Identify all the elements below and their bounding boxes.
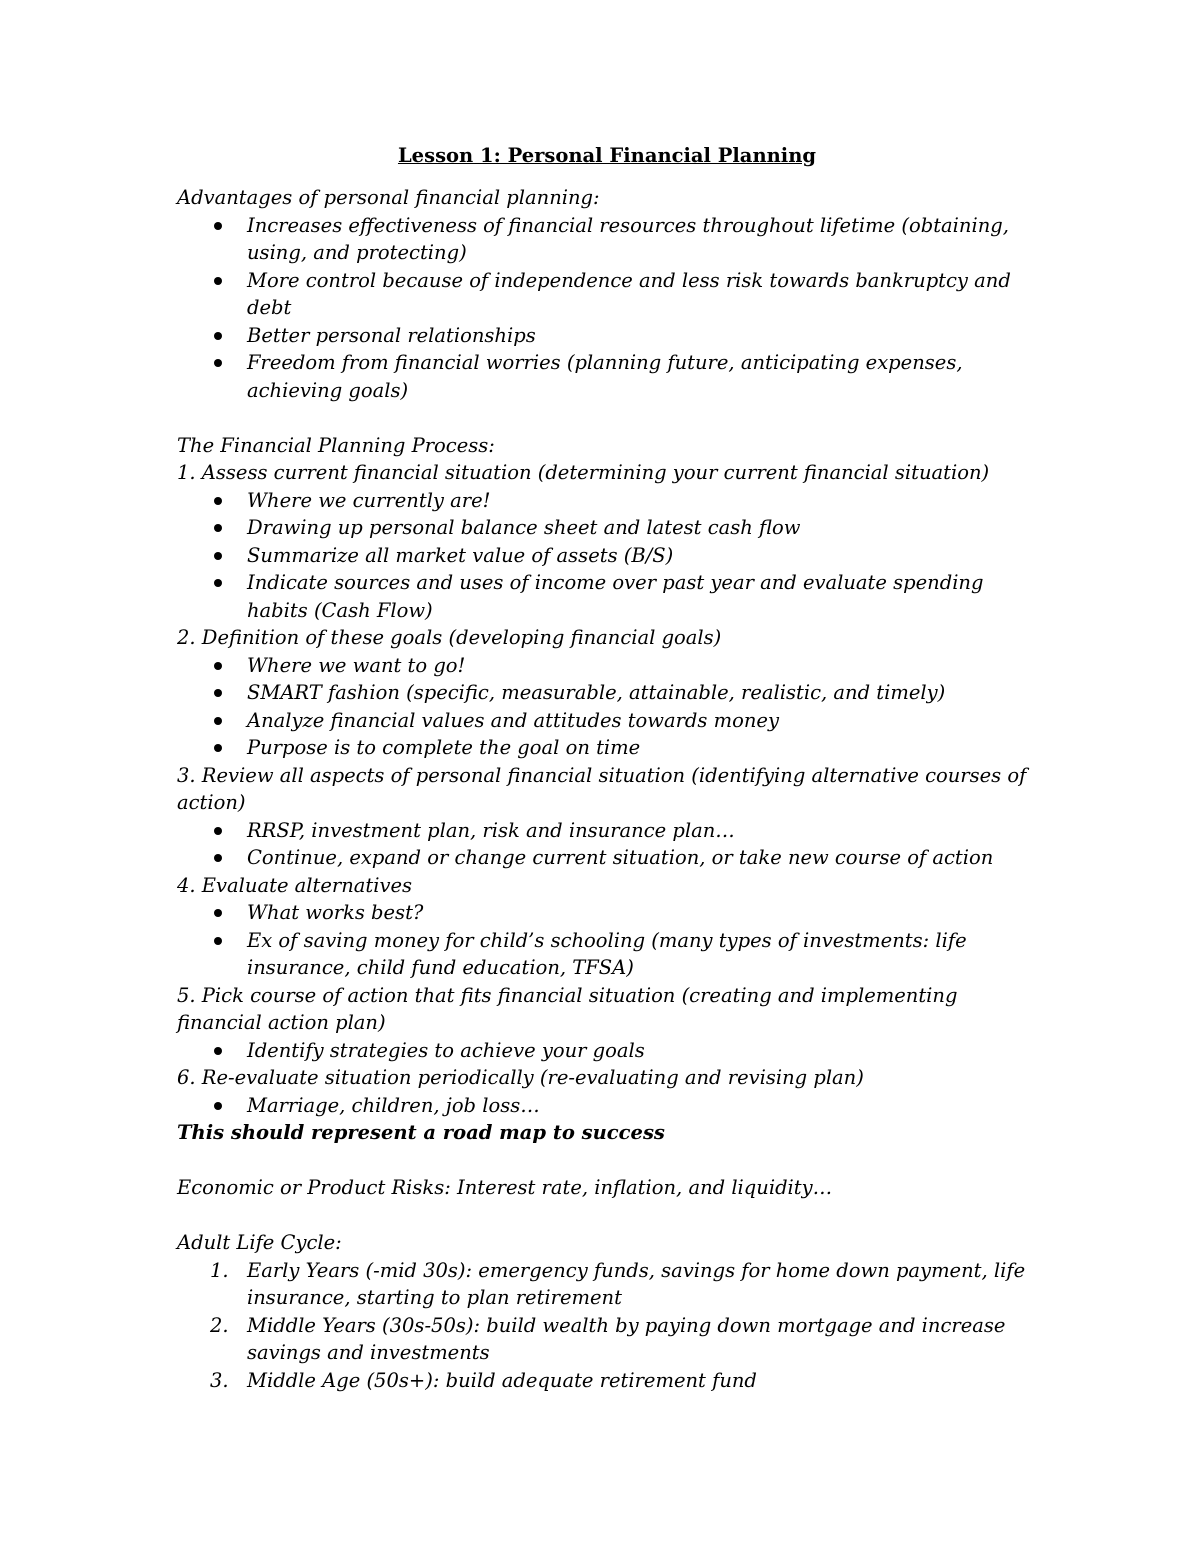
item-number: 2. xyxy=(210,1313,229,1337)
step-5-label: 5. Pick course of action that fits financial situation (creating and implementing xyxy=(177,983,958,1007)
step-3-label-cont: action) xyxy=(177,791,246,814)
list-item-line: Where we want to go! xyxy=(247,653,466,677)
bullet-icon xyxy=(214,689,222,697)
spacer xyxy=(177,1147,1037,1175)
process-conclusion: This should represent a road map to success xyxy=(177,1121,665,1144)
list-item-line: Freedom from financial worries (planning future, anticipating expenses, xyxy=(247,351,963,374)
list-item-line: insurance, starting to plan retirement xyxy=(247,1286,622,1309)
list-item-line: Middle Age (50s+): build adequate retirement fund xyxy=(247,1368,757,1392)
list-item xyxy=(177,542,1037,570)
bullet-icon xyxy=(214,222,222,230)
bullet-icon xyxy=(214,744,222,752)
list-item xyxy=(177,1037,1037,1065)
list-item xyxy=(177,707,1037,735)
list-item xyxy=(177,652,1037,680)
list-item-line: using, and protecting) xyxy=(247,241,467,264)
list-item xyxy=(177,679,1037,707)
list-item-line: debt xyxy=(247,296,292,319)
bullet-icon xyxy=(214,854,222,862)
list-item-line: Summarize all market value of assets (B/S) xyxy=(247,543,674,567)
item-number: 3. xyxy=(210,1368,229,1392)
list-item xyxy=(177,514,1037,542)
step-2-label: 2. Definition of these goals (developing financial goals) xyxy=(177,626,722,649)
process-heading: The Financial Planning Process: xyxy=(177,433,495,457)
list-item-line: habits (Cash Flow) xyxy=(247,598,433,622)
step-4-label: 4. Evaluate alternatives xyxy=(177,873,413,897)
step-3-label: 3. Review all aspects of personal financial situation (identifying alternative courses of xyxy=(177,763,1027,787)
list-item xyxy=(177,349,1037,404)
bullet-icon xyxy=(214,579,222,587)
list-item-line: Increases effectiveness of financial resources throughout lifetime (obtaining, xyxy=(247,213,1009,237)
list-item xyxy=(177,927,1037,982)
list-item xyxy=(177,817,1037,845)
step-6-label: 6. Re-evaluate situation periodically (re-evaluating and revising plan) xyxy=(177,1066,864,1089)
list-item-line: Identify strategies to achieve your goals xyxy=(247,1038,645,1062)
list-item-line: Where we currently are! xyxy=(247,488,491,512)
bullet-icon xyxy=(214,552,222,560)
numbered-item xyxy=(177,1367,1037,1395)
list-item-line: Drawing up personal balance sheet and latest cash flow xyxy=(247,516,801,539)
bullet-icon xyxy=(214,1047,222,1055)
bullet-icon xyxy=(214,909,222,917)
list-item xyxy=(177,267,1037,322)
list-item xyxy=(177,1092,1037,1120)
list-item xyxy=(177,322,1037,350)
page-title: Lesson 1: Personal Financial Planning xyxy=(397,144,817,167)
list-item-line: More control because of independence and less risk towards bankruptcy and xyxy=(247,268,1011,292)
list-item-line: Middle Years (30s-50s): build wealth by paying down mortgage and increase xyxy=(247,1313,1006,1337)
list-item-line: RRSP, investment plan, risk and insurance plan… xyxy=(247,818,735,842)
spacer xyxy=(177,404,1037,432)
list-item-line: insurance, child fund education, TFSA) xyxy=(247,956,634,979)
document-content xyxy=(177,142,1037,1394)
list-item xyxy=(177,844,1037,872)
risks-line: Economic or Product Risks: Interest rate, inflation, and liquidity… xyxy=(177,1176,833,1199)
numbered-item xyxy=(177,1312,1037,1367)
step-1-label: 1. Assess current financial situation (determining your current financial situation) xyxy=(177,461,990,484)
list-item-line: Continue, expand or change current situation, or take new course of action xyxy=(247,846,994,869)
spacer xyxy=(177,170,1037,184)
spacer xyxy=(177,1202,1037,1230)
step-5-label-cont: financial action plan) xyxy=(177,1011,386,1034)
numbered-item xyxy=(177,1257,1037,1312)
list-item-line: Marriage, children, job loss… xyxy=(247,1093,540,1117)
list-item-line: SMART fashion (specific, measurable, attainable, realistic, and timely) xyxy=(247,681,946,704)
life-cycle-heading: Adult Life Cycle: xyxy=(177,1231,342,1254)
bullet-icon xyxy=(214,277,222,285)
bullet-icon xyxy=(214,937,222,945)
list-item xyxy=(177,899,1037,927)
bullet-icon xyxy=(214,497,222,505)
list-item-line: achieving goals) xyxy=(247,378,409,402)
list-item xyxy=(177,212,1037,267)
bullet-icon xyxy=(214,359,222,367)
list-item-line: Early Years (-mid 30s): emergency funds, savings for home down payment, life xyxy=(247,1258,1026,1282)
list-item-line: Better personal relationships xyxy=(247,323,536,347)
bullet-icon xyxy=(214,827,222,835)
list-item xyxy=(177,569,1037,624)
item-number: 1. xyxy=(210,1258,229,1282)
list-item-line: Purpose is to complete the goal on time xyxy=(247,736,641,759)
bullet-icon xyxy=(214,332,222,340)
list-item-line: What works best? xyxy=(247,901,424,924)
list-item-line: Analyze financial values and attitudes towards money xyxy=(247,708,779,732)
bullet-icon xyxy=(214,717,222,725)
bullet-icon xyxy=(214,1102,222,1110)
advantages-heading: Advantages of personal financial planning: xyxy=(177,186,600,209)
bullet-icon xyxy=(214,662,222,670)
list-item-line: Indicate sources and uses of income over past year and evaluate spending xyxy=(247,571,984,594)
list-item-line: savings and investments xyxy=(247,1341,490,1364)
list-item xyxy=(177,734,1037,762)
list-item-line: Ex of saving money for child’s schooling (many types of investments: life xyxy=(247,928,967,952)
bullet-icon xyxy=(214,524,222,532)
list-item xyxy=(177,487,1037,515)
